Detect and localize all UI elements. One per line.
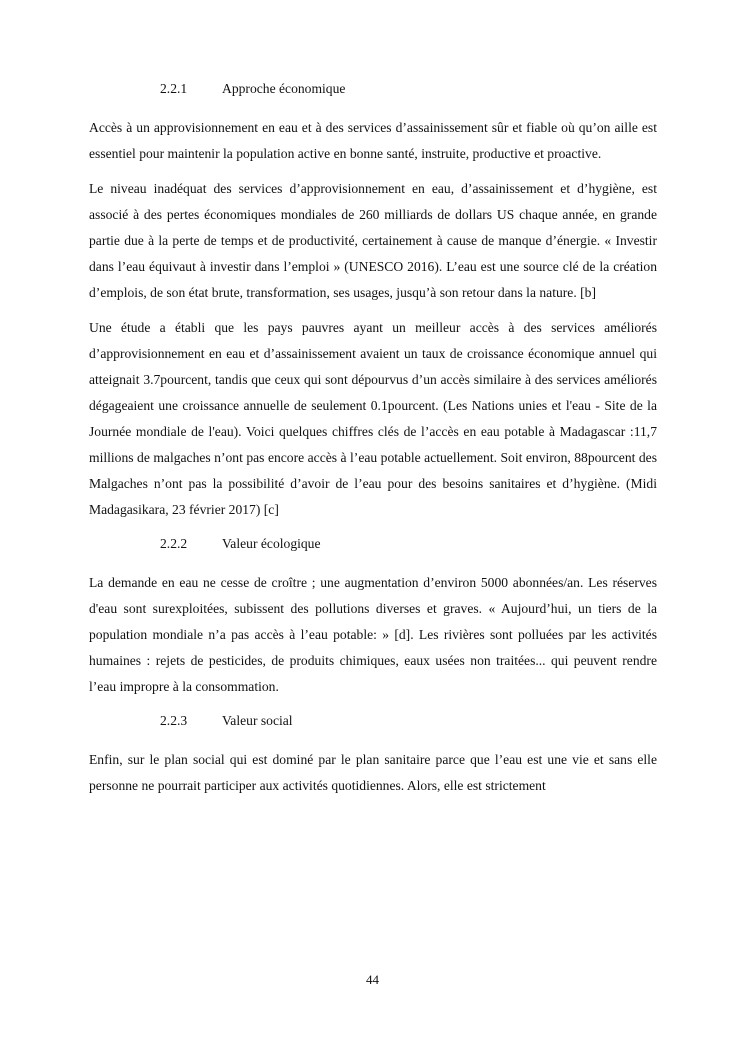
- paragraph: Accès à un approvisionnement en eau et à des services d’assainissement sûr et fiable où qu’on aille est essentiel pour maintenir la population active en bonne santé, instruite, productive et proactive.: [89, 120, 657, 161]
- section-heading-2-2-1: [89, 77, 657, 101]
- section-number: 2.2.2: [160, 536, 188, 551]
- paragraph: Une étude a établi que les pays pauvres ayant un meilleur accès à des services améliorés d’approvisionnement en eau et d’assainissement avaient un taux de croissance économique annuel qui atteignait 3.7pourcent, tandis que ceux qui sont dépourvus d’un accès similaire à des services améliorés dégageaient une croissance annuelle de seulement 0.1pourcent. (Les Nations unies et l'eau - Site de la Journée mondiale de l'eau). Voici quelques chiffres clés de l’accès en eau potable à Madagascar :11,7 millions de malgaches n’ont pas encore accès à l’eau potable actuellement. Soit environ, 88pourcent des Malgaches n’ont pas la possibilité d’avoir de l’eau pour des besoins sanitaires et d’hygiène. (Midi Madagasikara, 23 février 2017) [c]: [89, 320, 657, 517]
- section-title: Valeur écologique: [222, 536, 321, 551]
- page-number: 44: [366, 972, 379, 987]
- section-heading-2-2-2: [89, 532, 657, 556]
- section-number: 2.2.3: [160, 713, 188, 728]
- paragraph: La demande en eau ne cesse de croître ; une augmentation d’environ 5000 abonnées/an. Les réserves d'eau sont surexploitées, subissent des pollutions diverses et graves. « Aujourd’hui, un tiers de la population mondiale n’a pas accès à l’eau potable: » [d]. Les rivières sont polluées par les activités humaines : rejets de pesticides, de produits chimiques, eaux usées non traitées... qui peuvent rendre l’eau impropre à la consommation.: [89, 575, 657, 694]
- section-title: Valeur social: [222, 713, 293, 728]
- section-title: Approche économique: [222, 81, 346, 96]
- section-heading-2-2-3: [89, 709, 657, 733]
- section-number: 2.2.1: [160, 81, 188, 96]
- page-content: [89, 77, 657, 808]
- paragraph: Le niveau inadéquat des services d’approvisionnement en eau, d’assainissement et d’hygiène, est associé à des pertes économiques mondiales de 260 milliards de dollars US chaque année, en grande partie due à la perte de temps et de productivité, certainement à cause de manque d’énergie. « Investir dans l’eau équivaut à investir dans l’emploi » (UNESCO 2016). L’eau est une source clé de la création d’emplois, de son état brute, transformation, ses usages, jusqu’à son retour dans la nature. [b]: [89, 181, 657, 300]
- paragraph: Enfin, sur le plan social qui est dominé par le plan sanitaire parce que l’eau est une vie et sans elle personne ne pourrait participer aux activités quotidiennes. Alors, elle est strictement: [89, 752, 657, 793]
